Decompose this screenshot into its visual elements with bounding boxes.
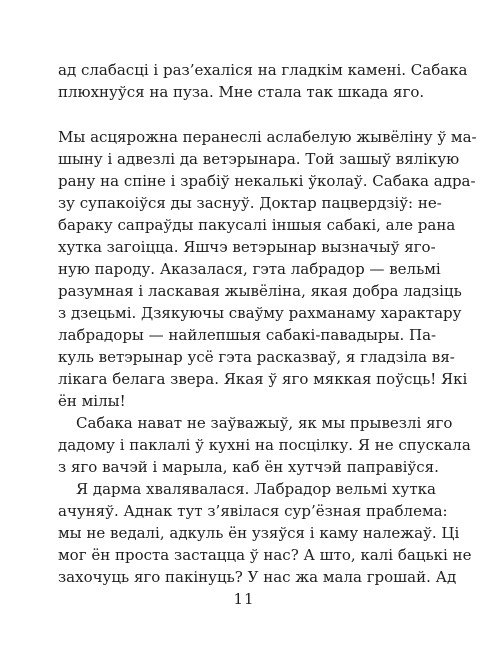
text-line: лікага белага звера. Якая ў яго мяккая поўсць! Які (58, 370, 468, 388)
text-line: ачуняў. Аднак тут з’явілася сур’ёзная праблема: (58, 502, 448, 520)
page-number: 11 (233, 590, 255, 608)
text-line: захочуць яго пакінуць? У нас жа мала грошай. Ад (58, 568, 457, 586)
text-line: плюхнуўся на пуза. Мне стала так шкада яго. (58, 83, 425, 101)
text-line: шыну і адвезлі да ветэрынара. Той зашыў вялікую (58, 150, 460, 168)
text-line: зу супакоіўся ды заснуў. Доктар пацвердзіў: не- (58, 194, 442, 212)
text-line: Сабака нават не заўважыў, як мы прывезлі яго (76, 414, 453, 432)
text-line: Мы асцярожна перанеслі аслабелую жывёліну ў ма- (58, 128, 477, 146)
text-line: лабрадоры — найлепшыя сабакі-павадыры. Па- (58, 326, 437, 344)
text-line: дадому і паклалі ў кухні на посцілку. Я не спускала (58, 436, 471, 454)
text-line: мог ён проста застацца ў нас? А што, калі бацькі не (58, 546, 472, 564)
text-line: ную пароду. Аказалася, гэта лабрадор — вельмі (58, 260, 441, 278)
text-line: Я дарма хвалявалася. Лабрадор вельмі хутка (76, 480, 436, 498)
text-line: з дзецьмі. Дзякуючы сваўму рахманаму характару (58, 304, 462, 322)
text-line: мы не ведалі, адкуль ён узяўся і каму належаў. Ці (58, 524, 460, 542)
text-line: разумная і ласкавая жывёліна, якая добра ладзіць (58, 282, 462, 300)
text-line: ад слабасці і раз’ехаліся на гладкім камені. Сабака (58, 61, 468, 79)
text-line: з яго вачэй і марыла, каб ён хутчэй паправіўся. (58, 458, 439, 476)
text-line: рану на спіне і зрабіў некалькі ўколаў. Сабака адра- (58, 172, 476, 190)
text-line: ён мілы! (58, 392, 126, 410)
text-line: куль ветэрынар усё гэта расказваў, я гладзіла вя- (58, 348, 455, 366)
text-line: бараку сапраўды пакусалі іншыя сабакі, але рана (58, 216, 456, 234)
text-line: хутка загоіцца. Яшчэ ветэрынар вызначыў яго- (58, 238, 436, 256)
